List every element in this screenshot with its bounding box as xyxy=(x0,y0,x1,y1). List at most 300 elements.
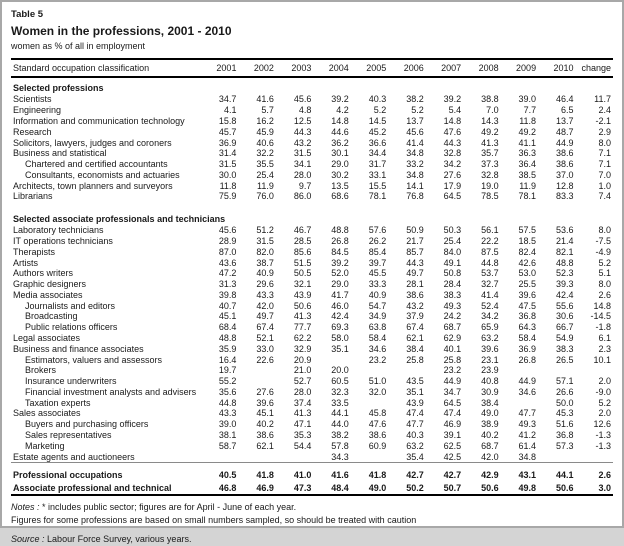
cell-value xyxy=(238,376,275,387)
table-row xyxy=(11,343,613,354)
cell-value: 20.0 xyxy=(331,365,349,376)
cell-value xyxy=(351,451,388,462)
cell-value: 38.8 xyxy=(481,94,499,105)
cell-value: 43.2 xyxy=(293,137,312,148)
cell-value: 46.9 xyxy=(256,482,274,493)
cell-value: -14.5 xyxy=(590,311,611,322)
table-row xyxy=(11,137,613,148)
cell-value: 20.9 xyxy=(293,354,312,365)
cell-value: 2.6 xyxy=(598,469,611,480)
cell-value: 34.9 xyxy=(368,311,387,322)
cell-value: 52.7 xyxy=(293,376,312,387)
cell-value: 41.6 xyxy=(331,469,349,480)
row-label: Therapists xyxy=(13,246,56,257)
cell-value: 53.6 xyxy=(556,225,574,236)
cell-value: 54.4 xyxy=(293,440,312,451)
cell-value: 60.9 xyxy=(368,440,387,451)
cell-value: 45.9 xyxy=(256,126,274,137)
cell-value: 48.4 xyxy=(331,482,349,493)
cell-value: 41.4 xyxy=(406,137,424,148)
cell-value: 45.7 xyxy=(218,126,237,137)
cell-value: 68.7 xyxy=(481,440,499,451)
cell-value: 54.9 xyxy=(556,333,574,344)
cell-value: 50.6 xyxy=(293,300,312,311)
note-text-2: Figures for some professions are based on small numbers sampled, so should be treated with caution xyxy=(11,515,417,525)
cell-value: 36.8 xyxy=(518,311,537,322)
cell-value: 7.7 xyxy=(523,105,537,116)
cell-value: 9.7 xyxy=(298,180,312,191)
cell-value: 47.3 xyxy=(293,482,312,493)
cell-value: 25.8 xyxy=(406,354,424,365)
table-row xyxy=(11,440,613,451)
column-header: change xyxy=(581,63,611,73)
cell-value: -1.8 xyxy=(595,322,611,333)
cell-value: 36.4 xyxy=(518,159,537,170)
table-row xyxy=(11,94,613,105)
table-row xyxy=(11,376,613,387)
table-row xyxy=(11,236,613,247)
cell-value: 5.4 xyxy=(448,105,462,116)
cell-value: 38.3 xyxy=(443,289,462,300)
cell-value: 34.7 xyxy=(218,94,237,105)
cell-value: 57.8 xyxy=(331,440,349,451)
cell-value: 40.9 xyxy=(256,268,274,279)
cell-value: 44.3 xyxy=(443,137,462,148)
cell-value: 40.2 xyxy=(256,419,274,430)
cell-value: 14.5 xyxy=(368,115,387,126)
column-header: 2007 xyxy=(441,63,462,73)
cell-value: 49.2 xyxy=(518,126,537,137)
cell-value: 62.1 xyxy=(256,440,274,451)
cell-value: 45.6 xyxy=(218,225,237,236)
cell-value: 53.7 xyxy=(481,268,499,279)
table-row xyxy=(11,311,613,322)
cell-value: 54.7 xyxy=(368,300,387,311)
section-header-row: Selected associate professionals and technicians xyxy=(13,213,226,224)
cell-value: 38.6 xyxy=(256,430,274,441)
row-label: Journalists and editors xyxy=(25,300,116,311)
cell-value: 17.9 xyxy=(443,180,462,191)
cell-value: 29.0 xyxy=(331,279,349,290)
cell-value xyxy=(538,365,575,376)
cell-value: 2.6 xyxy=(598,289,611,300)
row-label: Financial investment analysts and advisers xyxy=(25,386,197,397)
row-label: Authors writers xyxy=(13,268,74,279)
row-label: Research xyxy=(13,126,52,137)
cell-value: 45.1 xyxy=(218,311,237,322)
cell-value: 22.6 xyxy=(256,354,274,365)
cell-value: 38.7 xyxy=(256,257,274,268)
cell-value: 8.0 xyxy=(598,279,611,290)
table-row xyxy=(11,279,613,290)
source-line xyxy=(11,533,613,546)
cell-value: 24.2 xyxy=(443,311,462,322)
row-label: Marketing xyxy=(25,440,65,451)
cell-value: 38.9 xyxy=(481,419,499,430)
row-label: Broadcasting xyxy=(25,311,78,322)
cell-value: 76.0 xyxy=(256,191,274,202)
cell-value: 42.4 xyxy=(331,311,349,322)
cell-value: 42.0 xyxy=(256,300,274,311)
cell-value: 58.7 xyxy=(218,440,237,451)
cell-value: 42.7 xyxy=(443,469,462,480)
cell-value: 57.1 xyxy=(556,376,574,387)
row-label: Chartered and certified accountants xyxy=(25,159,168,170)
row-label: Brokers xyxy=(25,365,57,376)
cell-value: 50.5 xyxy=(293,268,312,279)
cell-value: 44.8 xyxy=(481,257,499,268)
cell-value: 63.2 xyxy=(481,333,499,344)
cell-value: 40.3 xyxy=(406,430,424,441)
cell-value: 62.5 xyxy=(443,440,462,451)
row-label: Sales representatives xyxy=(25,430,112,441)
cell-value: 78.1 xyxy=(368,191,387,202)
cell-value: 67.4 xyxy=(406,322,424,333)
cell-value xyxy=(276,451,313,462)
cell-value: 36.6 xyxy=(368,137,387,148)
column-header: 2009 xyxy=(516,63,537,73)
cell-value: 39.2 xyxy=(443,94,462,105)
cell-value: 19.7 xyxy=(218,365,237,376)
cell-value: 44.3 xyxy=(406,257,424,268)
table-header xyxy=(11,59,613,77)
cell-value: 49.1 xyxy=(443,257,462,268)
cell-value: 84.5 xyxy=(331,246,349,257)
cell-value: 34.6 xyxy=(368,343,387,354)
cell-value: 42.4 xyxy=(556,289,574,300)
cell-value: 34.8 xyxy=(406,169,424,180)
cell-value: 38.1 xyxy=(218,430,237,441)
cell-value: 28.0 xyxy=(293,169,312,180)
cell-value: 45.6 xyxy=(406,126,424,137)
cell-value: 68.6 xyxy=(331,191,349,202)
table-row xyxy=(11,191,613,202)
column-header: 2010 xyxy=(553,63,574,73)
column-header: 2005 xyxy=(366,63,387,73)
cell-value: 48.8 xyxy=(556,257,574,268)
cell-value: 60.5 xyxy=(331,376,349,387)
cell-value: 35.6 xyxy=(218,386,237,397)
cell-value: 45.8 xyxy=(368,408,387,419)
row-label: Librarians xyxy=(13,191,53,202)
row-label: Business and statistical xyxy=(13,148,107,159)
cell-value: 5.1 xyxy=(598,268,611,279)
cell-value: 34.1 xyxy=(293,159,312,170)
cell-value: 41.3 xyxy=(481,137,499,148)
cell-value: 28.5 xyxy=(293,235,312,246)
cell-value: 39.6 xyxy=(256,397,274,408)
cell-value: 37.9 xyxy=(406,311,424,322)
cell-value: 28.0 xyxy=(293,386,312,397)
cell-value: 8.0 xyxy=(598,225,611,236)
cell-value: 47.5 xyxy=(518,300,537,311)
cell-value: 64.5 xyxy=(443,191,462,202)
cell-value: 52.1 xyxy=(256,333,274,344)
cell-value: 4.1 xyxy=(223,105,237,116)
cell-value: 52.4 xyxy=(481,300,499,311)
row-label: Public relations officers xyxy=(25,322,118,333)
table-row xyxy=(11,419,613,430)
cell-value: 64.5 xyxy=(443,397,462,408)
cell-value: 57.3 xyxy=(556,440,574,451)
cell-value: 32.8 xyxy=(481,169,499,180)
section-header-row xyxy=(11,77,613,94)
cell-value: 25.8 xyxy=(443,354,462,365)
cell-value: 32.1 xyxy=(293,279,312,290)
cell-value: 18.5 xyxy=(518,235,537,246)
cell-value: 26.8 xyxy=(518,354,537,365)
cell-value: 43.1 xyxy=(518,469,537,480)
cell-value: 78.5 xyxy=(481,191,499,202)
cell-value: 46.8 xyxy=(218,482,237,493)
cell-value: 48.7 xyxy=(556,126,574,137)
cell-value: 26.5 xyxy=(556,354,574,365)
cell-value: 38.2 xyxy=(406,94,424,105)
cell-value: 31.7 xyxy=(368,159,387,170)
cell-value: 11.9 xyxy=(257,180,274,191)
totals-row xyxy=(11,481,613,495)
cell-value: 50.9 xyxy=(406,225,424,236)
cell-value: 12.8 xyxy=(556,180,574,191)
cell-value: 44.9 xyxy=(556,137,574,148)
cell-value: 35.1 xyxy=(406,386,424,397)
cell-value: 34.4 xyxy=(368,148,387,159)
cell-value: 47.6 xyxy=(443,126,462,137)
cell-value: 35.5 xyxy=(256,159,274,170)
table-row xyxy=(11,354,613,365)
table-subtitle: women as % of all in employment xyxy=(11,41,146,51)
row-label: Engineering xyxy=(13,105,62,116)
cell-value: 83.3 xyxy=(556,191,574,202)
table-row xyxy=(11,333,613,344)
cell-value: 47.6 xyxy=(368,419,387,430)
cell-value: 38.4 xyxy=(406,343,424,354)
cell-value: 19.0 xyxy=(481,180,499,191)
column-header: 2004 xyxy=(328,63,349,73)
section-header-row xyxy=(11,209,613,225)
cell-value: 5.2 xyxy=(411,105,424,116)
cell-value: 87.0 xyxy=(218,246,237,257)
cell-value: 48.8 xyxy=(218,333,237,344)
cell-value: 32.8 xyxy=(443,148,462,159)
cell-value: 63.2 xyxy=(406,440,424,451)
cell-value: 38.6 xyxy=(406,289,424,300)
cell-value: 58.4 xyxy=(518,333,537,344)
cell-value: 44.9 xyxy=(518,376,537,387)
cell-value: 2.3 xyxy=(598,343,611,354)
row-label: Consultants, economists and actuaries xyxy=(25,169,180,180)
cell-value: 46.9 xyxy=(443,419,462,430)
cell-value: 21.0 xyxy=(293,365,312,376)
cell-value: 61.4 xyxy=(518,440,537,451)
table-number: Table 5 xyxy=(11,9,44,20)
cell-value: 28.1 xyxy=(406,279,424,290)
cell-value xyxy=(538,451,575,462)
cell-value: 30.6 xyxy=(556,311,574,322)
cell-value: 12.6 xyxy=(593,419,611,430)
cell-value: 57.6 xyxy=(368,225,387,236)
cell-value: 68.4 xyxy=(218,322,237,333)
cell-value: 43.3 xyxy=(218,408,237,419)
page-title: Women in the professions, 2001 - 2010 xyxy=(11,24,232,38)
table-row xyxy=(11,451,613,462)
cell-value: 41.4 xyxy=(481,289,499,300)
table-row xyxy=(11,268,613,279)
row-label: IT operations technicians xyxy=(13,235,113,246)
cell-value: 37.4 xyxy=(293,397,312,408)
row-label: Laboratory technicians xyxy=(13,225,104,236)
table-row xyxy=(11,365,613,376)
note-text-1: * includes public sector; figures are for April - June of each year. xyxy=(42,502,297,512)
cell-value: 42.9 xyxy=(481,469,499,480)
cell-value: 51.6 xyxy=(556,419,574,430)
cell-value: 77.7 xyxy=(293,322,312,333)
cell-value: 42.0 xyxy=(481,451,499,462)
cell-value: 33.0 xyxy=(256,343,274,354)
cell-value: 36.3 xyxy=(518,148,537,159)
table-row xyxy=(11,322,613,333)
cell-value: 28.4 xyxy=(443,279,462,290)
cell-value: 48.8 xyxy=(331,225,349,236)
cell-value: 78.1 xyxy=(518,191,537,202)
cell-value: 2.0 xyxy=(598,376,611,387)
cell-value: 53.0 xyxy=(518,268,537,279)
cell-value: 38.3 xyxy=(556,343,574,354)
cell-value: 11.7 xyxy=(594,94,611,105)
cell-value: 41.8 xyxy=(256,469,274,480)
cell-value: 37.0 xyxy=(556,169,574,180)
section-header-row: Selected professions xyxy=(13,83,104,93)
cell-value: 22.2 xyxy=(481,235,499,246)
cell-value: 69.3 xyxy=(331,322,349,333)
cell-value: 39.7 xyxy=(368,257,387,268)
cell-value: 40.3 xyxy=(368,94,387,105)
cell-value: 34.6 xyxy=(518,386,537,397)
row-label: Insurance underwriters xyxy=(25,376,117,387)
cell-value: 29.0 xyxy=(331,159,349,170)
cell-value: -1.3 xyxy=(595,430,611,441)
table-row xyxy=(11,148,613,159)
cell-value: 55.2 xyxy=(218,376,237,387)
table-row xyxy=(11,300,613,311)
row-label: Business and finance associates xyxy=(13,343,144,354)
cell-value: 45.5 xyxy=(368,268,387,279)
cell-value: -9.0 xyxy=(595,386,611,397)
cell-value: 40.7 xyxy=(218,300,237,311)
cell-value: 85.7 xyxy=(406,246,424,257)
cell-value: 76.8 xyxy=(406,191,424,202)
table-row xyxy=(11,105,613,116)
cell-value xyxy=(351,397,388,408)
row-label: Information and communication technology xyxy=(13,115,185,126)
cell-value: 11.8 xyxy=(519,115,537,126)
cell-value: 40.8 xyxy=(481,376,499,387)
cell-value: 37.3 xyxy=(481,159,499,170)
cell-value: 49.3 xyxy=(518,419,537,430)
cell-value: 33.5 xyxy=(331,397,349,408)
cell-value: 7.1 xyxy=(598,148,611,159)
cell-value: 47.7 xyxy=(406,419,424,430)
cell-value xyxy=(388,365,425,376)
cell-value: 30.9 xyxy=(481,386,499,397)
cell-value: 43.3 xyxy=(256,289,274,300)
cell-value: 11.8 xyxy=(219,180,237,191)
cell-value: 38.4 xyxy=(481,397,499,408)
cell-value: 85.6 xyxy=(293,246,312,257)
cell-value: 35.4 xyxy=(406,451,424,462)
cell-value: 39.0 xyxy=(518,94,537,105)
cell-value: 39.3 xyxy=(556,279,574,290)
cell-value: 86.0 xyxy=(293,191,312,202)
cell-value: 56.1 xyxy=(481,225,499,236)
cell-value: 42.5 xyxy=(443,451,462,462)
cell-value: 51.5 xyxy=(293,257,312,268)
note-line-1 xyxy=(11,501,613,514)
cell-value: 14.3 xyxy=(481,115,499,126)
cell-value: 42.7 xyxy=(406,469,424,480)
cell-value: 36.8 xyxy=(556,430,574,441)
row-label: Media associates xyxy=(13,289,83,300)
cell-value: 14.8 xyxy=(331,115,349,126)
cell-value: -2.1 xyxy=(595,115,611,126)
cell-value: 49.8 xyxy=(518,482,537,493)
cell-value: 32.7 xyxy=(481,279,499,290)
cell-value: 33.1 xyxy=(368,169,387,180)
table-row xyxy=(11,290,613,301)
cell-value: 44.9 xyxy=(443,376,462,387)
table-row xyxy=(11,126,613,137)
cell-value: 25.4 xyxy=(443,235,462,246)
cell-value: 41.0 xyxy=(293,469,312,480)
cell-value: 47.1 xyxy=(293,419,312,430)
column-header: 2008 xyxy=(478,63,499,73)
cell-value: 51.2 xyxy=(256,225,274,236)
cell-value: 10.1 xyxy=(593,354,611,365)
cell-value: 34.8 xyxy=(406,148,424,159)
cell-value: 50.3 xyxy=(443,225,462,236)
row-label: Scientists xyxy=(13,94,52,105)
cell-value: 50.6 xyxy=(481,482,499,493)
row-label: Estate agents and auctioneers xyxy=(13,451,135,462)
cell-value: 1.0 xyxy=(598,180,611,191)
cell-value: -7.5 xyxy=(595,235,611,246)
cell-value: 34.2 xyxy=(443,159,462,170)
cell-value: 75.9 xyxy=(218,191,237,202)
cell-value: 50.0 xyxy=(556,397,574,408)
cell-value xyxy=(313,354,350,365)
cell-value: 43.5 xyxy=(406,376,424,387)
cell-value: 42.6 xyxy=(518,257,537,268)
cell-value: 63.8 xyxy=(368,322,387,333)
table-row xyxy=(11,430,613,441)
cell-value: 43.9 xyxy=(293,289,312,300)
table-row xyxy=(11,246,613,257)
cell-value: 84.0 xyxy=(443,246,462,257)
cell-value: 55.6 xyxy=(556,300,574,311)
cell-value: 38.6 xyxy=(368,430,387,441)
totals-row xyxy=(11,468,613,481)
cell-value: 30.1 xyxy=(331,148,349,159)
cell-value: 7.0 xyxy=(486,105,499,116)
cell-value: 40.2 xyxy=(481,430,499,441)
cell-value: 34.2 xyxy=(481,311,499,322)
cell-value: 51.0 xyxy=(368,376,387,387)
cell-value: 39.0 xyxy=(218,419,237,430)
cell-value: 30.0 xyxy=(218,169,237,180)
cell-value: 47.4 xyxy=(443,408,462,419)
cell-value: 50.7 xyxy=(443,482,462,493)
cell-value: 58.4 xyxy=(368,333,387,344)
